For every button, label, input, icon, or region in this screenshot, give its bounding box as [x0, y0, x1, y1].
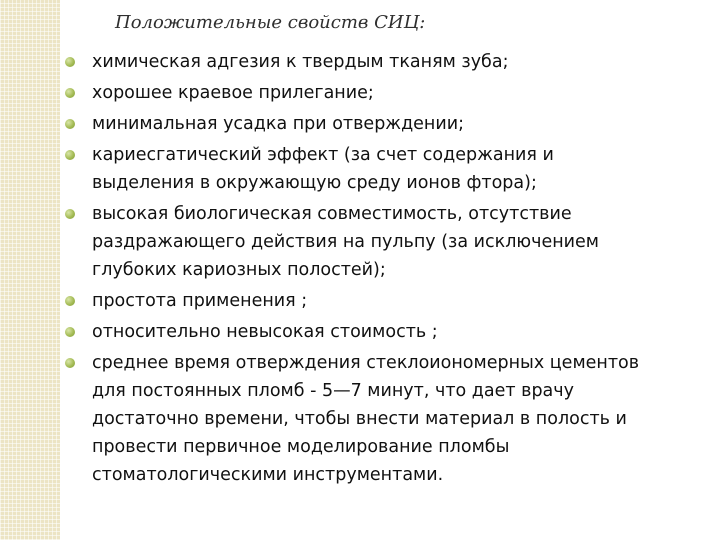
bullet-icon: [65, 327, 75, 337]
list-item: [64, 318, 714, 346]
list-item: [64, 110, 714, 138]
decorative-side-stripe: [0, 0, 60, 540]
bullet-icon: [65, 209, 75, 219]
bullet-icon: [65, 296, 75, 306]
bullet-icon: [65, 150, 75, 160]
list-item-text: кариесгатический эффект (за счет содержания и выделения в окружающую среду ионов фтора);: [92, 145, 554, 193]
slide-title: Положительные свойств СИЦ:: [115, 12, 426, 33]
list-item: [64, 48, 714, 76]
list-item: [64, 141, 714, 197]
bullet-icon: [65, 57, 75, 67]
list-item: [64, 200, 714, 284]
list-item: [64, 79, 714, 107]
bullet-icon: [65, 88, 75, 98]
bullet-icon: [65, 119, 75, 129]
list-item: [64, 287, 714, 315]
list-item-text: минимальная усадка при отверждении;: [92, 114, 465, 134]
list-item-text: высокая биологическая совместимость, отсутствие раздражающего действия на пульпу (за исключением глубоких кариозных полостей);: [92, 204, 600, 280]
properties-list: [64, 48, 714, 492]
list-item-text: относительно невысокая стоимость ;: [92, 322, 438, 342]
list-item-text: среднее время отверждения стеклоиономерных цементов для постоянных пломб - 5—7 минут, что дает врачу достаточно времени, чтобы внести материал в полость и провести первичное моделирование пломбы стоматологическими инструментами.: [92, 353, 640, 485]
list-item: [64, 349, 714, 489]
list-item-text: простота применения ;: [92, 291, 308, 311]
bullet-icon: [65, 358, 75, 368]
list-item-text: химическая адгезия к твердым тканям зуба;: [92, 52, 509, 72]
list-item-text: хорошее краевое прилегание;: [92, 83, 374, 103]
